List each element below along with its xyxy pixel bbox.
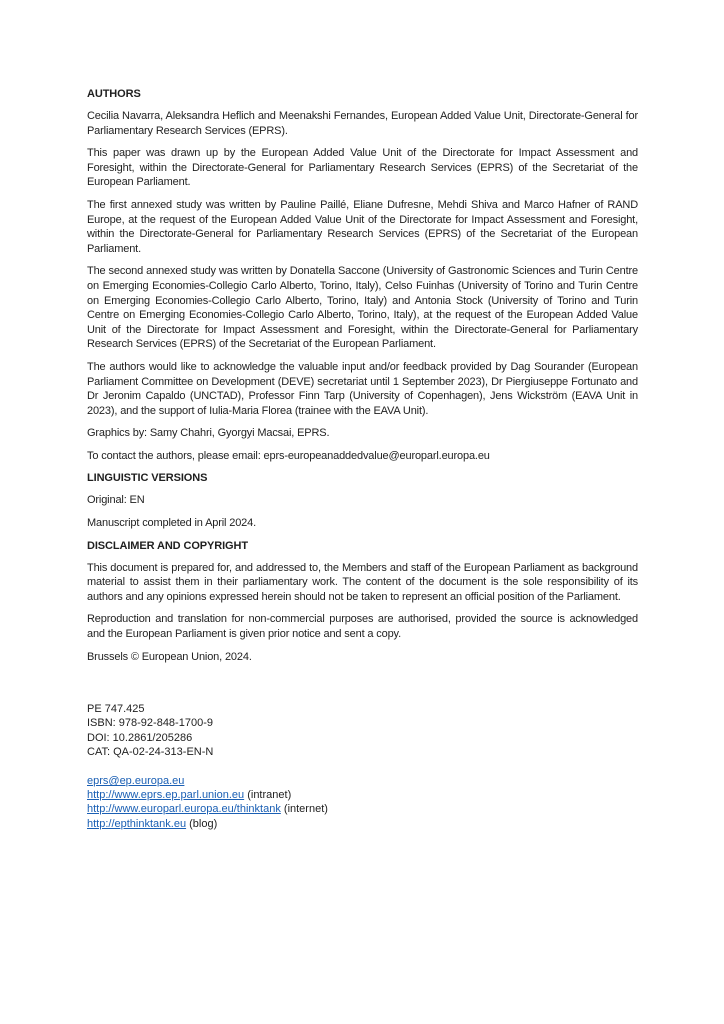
link-row: [87, 817, 638, 831]
copyright-line: Brussels © European Union, 2024.: [87, 650, 252, 663]
cat-number: CAT: QA-02-24-313-EN-N: [87, 745, 214, 758]
disclaimer-heading: DISCLAIMER AND COPYRIGHT: [87, 539, 248, 552]
isbn: ISBN: 978-92-848-1700-9: [87, 717, 213, 730]
link-row: [87, 788, 638, 802]
email-link[interactable]: eprs@ep.europa.eu: [87, 775, 185, 788]
authors-paragraph: This paper was drawn up by the European Added Value Unit of the Directorate for Impact Assessment and Foresight, within the Directorate-General for Parliamentary Research Services (EPRS) of the Secretariat of the European Parliament.: [87, 147, 638, 189]
manuscript-completed: Manuscript completed in April 2024.: [87, 517, 257, 530]
pe-number: PE 747.425: [87, 703, 145, 716]
identifiers-block: [87, 702, 638, 759]
acknowledgements-paragraph: The authors would like to acknowledge the valuable input and/or feedback provided by Dag Sourander (European Parliament Committee on Development (DEVE) secretariat until 1 September 2023), Dr Piergiuseppe Fortunato and Dr Jeronim Capaldo (UNCTAD), Professor Finn Tarp (University of Copenhagen), Jens Wickström (EAVA Unit in 2023), and the support of Iulia-Maria Florea (trainee with the EAVA Unit).: [87, 360, 638, 417]
authors-heading: AUTHORS: [87, 88, 141, 100]
link-suffix: (internet): [280, 803, 328, 816]
authors-paragraph: The second annexed study was written by Donatella Saccone (University of Gastronomic Sciences and Turin Centre on Emerging Economies-Collegio Carlo Alberto, Torino, Italy), Celso Fuinhas (University of Torino and Turin Centre on Emerging Economies-Collegio Carlo Alberto, Torino, Italy) and Antonia Stock (University of Torino and Turin Centre on Emerging Economies-Collegio Carlo Alberto, Torino, Italy), at the request of the European Added Value Unit of the Directorate for Impact Assessment and Foresight, within the Directorate-General for Parliamentary Research Services (EPRS) of the Secretariat of the European Parliament.: [87, 265, 638, 351]
contact-line: To contact the authors, please email: eprs-europeanaddedvalue@europarl.europa.eu: [87, 449, 490, 462]
reproduction-paragraph: Reproduction and translation for non-commercial purposes are authorised, provided the source is acknowledged and the European Parliament is given prior notice and sent a copy.: [87, 613, 638, 641]
linguistic-heading: LINGUISTIC VERSIONS: [87, 472, 208, 485]
thinktank-link[interactable]: http://www.europarl.europa.eu/thinktank: [87, 803, 281, 816]
disclaimer-paragraph: This document is prepared for, and addressed to, the Members and staff of the European Parliament as background material to assist them in their parliamentary work. The content of the document is the sole responsibility of its authors and any opinions expressed herein should not be taken to represent an official position of the Parliament.: [87, 561, 638, 603]
link-suffix: (intranet): [244, 789, 292, 802]
link-suffix: (blog): [186, 817, 218, 830]
intranet-link[interactable]: http://www.eprs.ep.parl.union.eu: [87, 789, 245, 802]
links-block: [87, 774, 638, 831]
link-row: [87, 802, 638, 816]
graphics-credit: Graphics by: Samy Chahri, Gyorgyi Macsai, EPRS.: [87, 427, 330, 440]
authors-paragraph: The first annexed study was written by Pauline Paillé, Eliane Dufresne, Mehdi Shiva and Marco Hafner of RAND Europe, at the request of the European Added Value Unit of the Directorate for Impact Assessment and Foresight, within the Directorate-General for Parliamentary Research Services (EPRS) of the Secretariat of the European Parliament.: [87, 198, 638, 255]
original-language: Original: EN: [87, 494, 145, 507]
link-row: [87, 774, 638, 788]
blog-link[interactable]: http://epthinktank.eu: [87, 817, 187, 830]
doi: DOI: 10.2861/205286: [87, 731, 193, 744]
authors-paragraph: Cecilia Navarra, Aleksandra Heflich and Meenakshi Fernandes, European Added Value Unit, Directorate-General for Parliamentary Research Services (EPRS).: [87, 110, 638, 137]
